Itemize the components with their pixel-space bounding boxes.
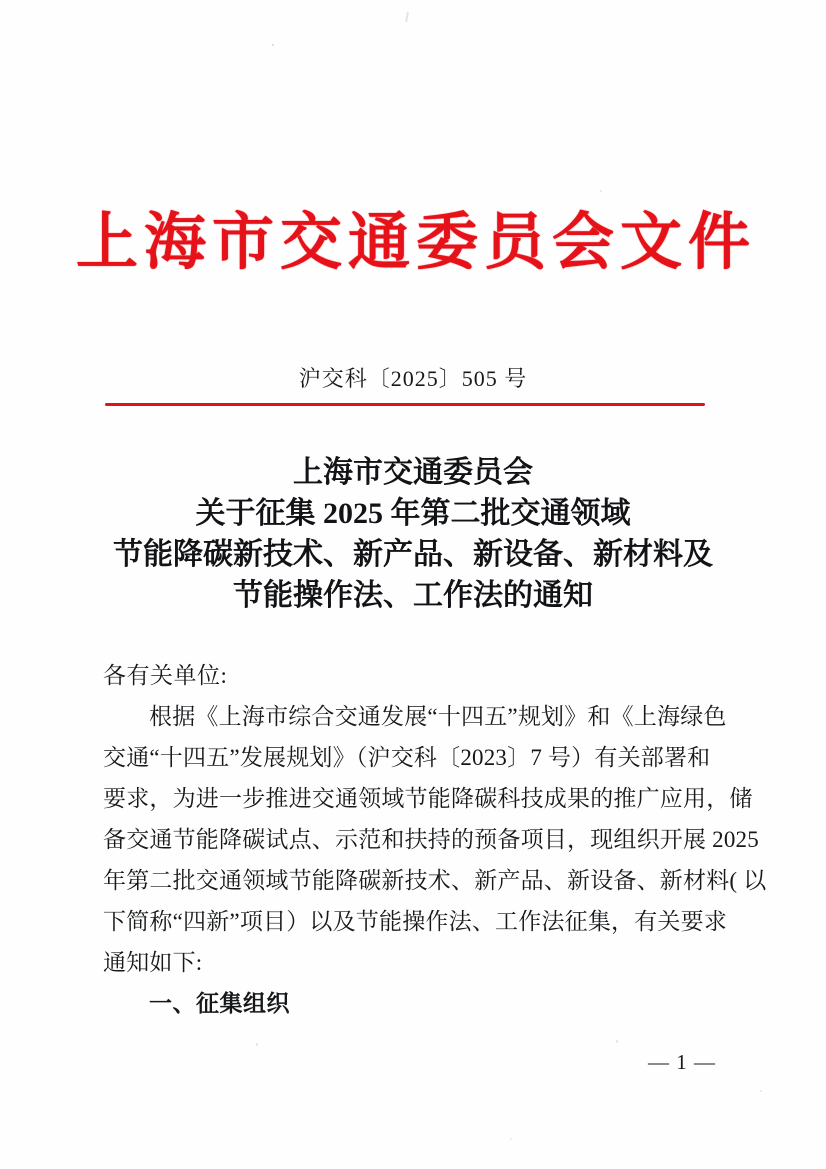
scan-speck <box>616 1040 618 1043</box>
section-heading-1: 一、征集组织 <box>149 991 290 1016</box>
body-line: 备交通节能降碳试点、示范和扶持的预备项目，现组织开展 2025 <box>103 827 759 852</box>
title-line-1: 上海市交通委员会 <box>293 456 533 489</box>
document-serial-number: 沪交科〔2025〕505 号 <box>298 366 528 391</box>
scan-speck <box>510 1138 512 1140</box>
scan-speck <box>256 1043 258 1046</box>
body-line: 要求，为进一步推进交通领域节能降碳科技成果的推广应用，储 <box>103 786 753 811</box>
document-title <box>103 452 723 616</box>
body-line: 下简称“四新”项目）以及节能操作法、工作法征集，有关要求 <box>103 909 728 934</box>
body-line: 通知如下: <box>103 950 203 975</box>
scan-speck <box>272 44 274 46</box>
title-line-4: 节能操作法、工作法的通知 <box>233 579 593 612</box>
title-line-2: 关于征集 2025 年第二批交通领域 <box>195 497 631 530</box>
red-separator-rule <box>105 403 705 406</box>
document-body <box>103 655 767 1024</box>
body-line: 年第二批交通领域节能降碳新技术、新产品、新设备、新材料( 以 <box>103 868 767 893</box>
scan-speck <box>405 12 409 22</box>
body-line: 根据《上海市综合交通发展“十四五”规划》和《上海绿色 <box>149 704 727 729</box>
title-line-3: 节能降碳新技术、新产品、新设备、新材料及 <box>113 538 713 571</box>
salutation: 各有关单位: <box>103 663 228 688</box>
scan-speck <box>600 190 602 192</box>
body-paragraph <box>103 696 767 983</box>
body-line: 交通“十四五”发展规划》（沪交科〔2023〕7 号）有关部署和 <box>103 745 711 770</box>
scan-speck <box>760 1090 762 1092</box>
masthead-title: 上海市交通委员会文件 <box>75 209 756 277</box>
page-number: — 1 — <box>648 1050 716 1074</box>
